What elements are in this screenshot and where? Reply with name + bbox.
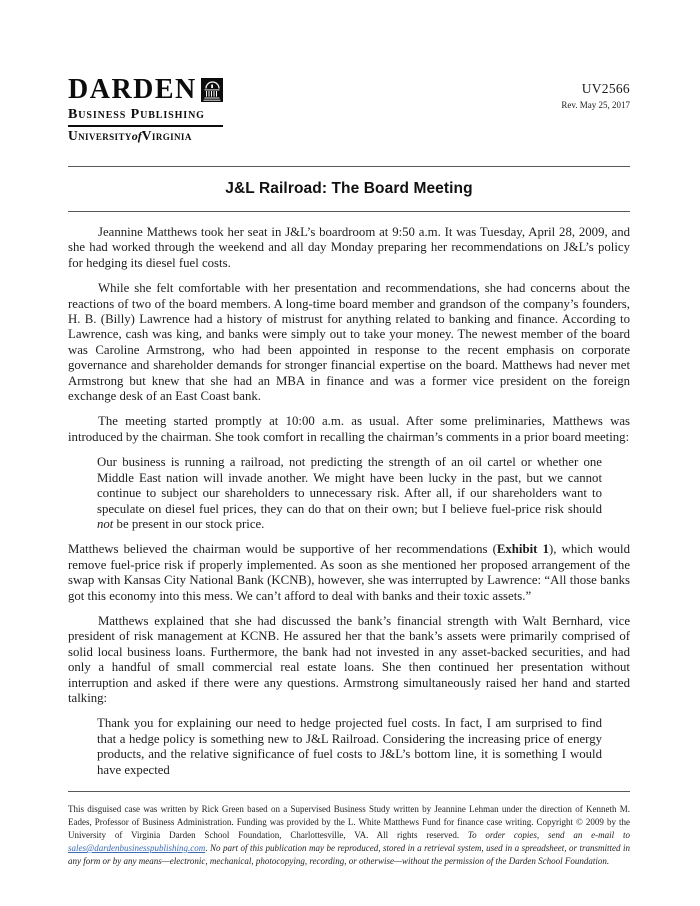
page-header [68, 74, 630, 143]
copyright-notice [68, 803, 630, 868]
title-rule-top [68, 166, 630, 167]
of-word: of [131, 129, 142, 143]
revision-date: Rev. May 25, 2017 [561, 100, 630, 110]
case-number: UV2566 [581, 81, 630, 96]
paragraph-4 [68, 542, 630, 604]
email-link[interactable]: sales@dardenbusinesspublishing.com [68, 843, 206, 853]
darden-wordmark: DARDEN [68, 74, 197, 105]
case-body [68, 225, 630, 778]
university-word: University [68, 128, 132, 143]
armstrong-quote-text: Thank you for explaining our need to hedge projected fuel costs. In fact, I am surprised to find that a hedge policy is something new to J&L Railroad. Considering the increasing price of energy products, and the relative significance of fuel costs to J&L’s bottom line, it is something I would have expected [97, 716, 602, 777]
paragraph-5: Matthews explained that she had discussed the bank’s financial strength with Walt Bernhard, vice president of risk management at KCNB. He assured her that the bank’s assets were primarily comprised of solid local business loans. Furthermore, the bank had not invested in any asset-backed securities, and had only a handful of small commercial real estate loans. She then continued her presentation without interruption and asked if there were any questions. Armstrong simultaneously raised her hand and started talking: [68, 613, 630, 705]
period-after-email: . [205, 843, 210, 853]
document-id-block [561, 78, 630, 110]
chairman-quote-text: Our business is running a railroad, not predicting the strength of an oil cartel or whether one Middle East nation will invade another. We might have been lucky in the past, but we cannot continue to subject our shareholders to unnecessary risk. After all, if our shareholders want to speculate on diesel fuel prices, they can do that on their own; but I believe fuel-price risk should [97, 455, 602, 516]
paragraph-3: The meeting started promptly at 10:00 a.m. as usual. After some preliminaries, Matthews was introduced by the chairman. She took comfort in recalling the chairman’s comments in a prior board meeting: [68, 414, 630, 444]
paragraph-2: While she felt comfortable with her presentation and recommendations, she had concerns about the reactions of two of the board members. A long-time board member and grandson of the company’s founders, H. B. (Billy) Lawrence had a history of mistrust for anything related to banking and finance. According to Lawrence, cash was king, and banks were simply out to take your money. The newest member of the board was Caroline Armstrong, who had been appointed in response to the recent emphasis on corporate governance and shareholder demands for stronger financial expertise on the board. Matthews had never met Armstrong but knew that she had an MBA in finance and was a former vice president on the foreign exchange desk of an East Coast bank. [68, 281, 630, 404]
order-copies-text: To order copies, send an e-mail to [467, 830, 630, 840]
virginia-word: Virginia [141, 128, 192, 143]
copyright-footer [68, 791, 630, 868]
paragraph-4-text: Matthews believed the chairman would be supportive of her recommendations ( [68, 542, 497, 557]
business-publishing-label: Business Publishing [68, 107, 205, 122]
chairman-quote-emphasis: not [97, 516, 114, 531]
armstrong-quote [97, 716, 602, 778]
darden-logo [68, 74, 223, 143]
chairman-quote [97, 455, 602, 532]
logo-divider-rule [68, 125, 223, 127]
reproduction-restriction-text: No part of this publication may be reproduced, stored in a retrieval system, used in a spreadsheet, or transmitted in any form or by any means—electronic, mechanical, photocopying, recording, or otherwise—without the permission of the Darden School Foundation. [68, 843, 630, 866]
title-rule-bottom [68, 211, 630, 212]
university-of-virginia-label [68, 129, 223, 143]
rotunda-icon [201, 78, 223, 107]
chairman-quote-text-end: be present in our stock price. [113, 516, 265, 531]
exhibit-1-reference: Exhibit 1 [496, 542, 549, 557]
paragraph-4-text-end: ), which would remove fuel-price risk if properly implemented. As soon as she mentioned her proposed arrangement of the swap with Kansas City National Bank (KCNB), however, she was interrupted by Lawrence: “All those banks got this economy into this mess. We can’t afford to deal with banks and their toxic assets.” [68, 542, 630, 603]
attribution-text: This disguised case was written by Rick Green based on a Supervised Business Study written by Jeannine Lehman under the direction of Kenneth M. Eades, Professor of Business Administration. Funding was provided by the L. White Matthews Fund for finance case writing. Copyright © 2009 by the University of Virginia Darden School Foundation, Charlottesville, VA. All rights reserved. [68, 804, 630, 840]
darden-wordmark-row [68, 74, 223, 107]
paragraph-1: Jeannine Matthews took her seat in J&L’s boardroom at 9:50 a.m. It was Tuesday, April 28, 2009, and she had worked through the weekend and all day Monday preparing her recommendations on J&L’s policy for hedging its diesel fuel costs. [68, 225, 630, 270]
page-title: J&L Railroad: The Board Meeting [225, 180, 473, 197]
